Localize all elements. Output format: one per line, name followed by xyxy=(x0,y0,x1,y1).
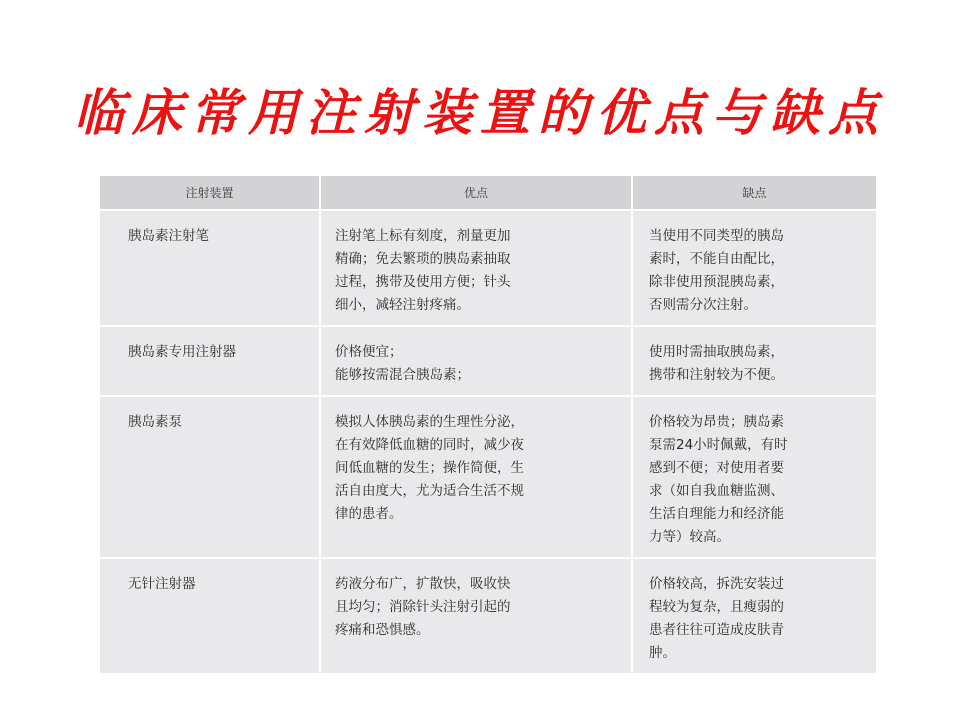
text-line: 价格便宜； xyxy=(335,344,403,360)
comparison-table-container xyxy=(100,176,876,673)
table-header-row xyxy=(100,176,876,210)
text-line: 泵需24小时佩戴，有时 xyxy=(649,437,788,453)
cons-cell xyxy=(632,396,876,558)
text-line: 细小，减轻注射疼痛。 xyxy=(335,297,470,313)
device-name: 胰岛素泵 xyxy=(100,396,320,558)
text-line: 除非使用预混胰岛素， xyxy=(649,274,784,290)
text-line: 素时，不能自由配比， xyxy=(649,251,784,267)
text-line: 能够按需混合胰岛素； xyxy=(335,367,470,383)
table-row xyxy=(100,210,876,326)
text-line: 精确；免去繁琐的胰岛素抽取 xyxy=(335,251,511,267)
text-line: 价格较为昂贵；胰岛素 xyxy=(649,414,784,430)
cons-cell xyxy=(632,558,876,673)
text-line: 程较为复杂，且瘦弱的 xyxy=(649,599,784,615)
table-row xyxy=(100,326,876,396)
pros-cell xyxy=(320,210,632,326)
cons-cell xyxy=(632,326,876,396)
table-row xyxy=(100,396,876,558)
cons-cell xyxy=(632,210,876,326)
text-line: 价格较高，拆洗安装过 xyxy=(649,576,784,592)
text-line: 注射笔上标有刻度，剂量更加 xyxy=(335,228,511,244)
text-line: 间低血糖的发生；操作简便，生 xyxy=(335,460,524,476)
text-line: 律的患者。 xyxy=(335,506,403,522)
text-line: 当使用不同类型的胰岛 xyxy=(649,228,784,244)
text-line: 肿。 xyxy=(649,645,676,661)
header-pros: 优点 xyxy=(320,176,632,210)
text-line: 疼痛和恐惧感。 xyxy=(335,622,430,638)
device-name: 胰岛素注射笔 xyxy=(100,210,320,326)
text-line: 感到不便；对使用者要 xyxy=(649,460,784,476)
text-line: 生活自理能力和经济能 xyxy=(649,506,784,522)
text-line: 活自由度大，尤为适合生活不规 xyxy=(335,483,524,499)
text-line: 且均匀；消除针头注射引起的 xyxy=(335,599,511,615)
text-line: 否则需分次注射。 xyxy=(649,297,757,313)
text-line: 患者往往可造成皮肤青 xyxy=(649,622,784,638)
text-line: 过程，携带及使用方便；针头 xyxy=(335,274,511,290)
header-device: 注射装置 xyxy=(100,176,320,210)
pros-cell xyxy=(320,558,632,673)
text-line: 携带和注射较为不便。 xyxy=(649,367,784,383)
text-line: 在有效降低血糖的同时，减少夜 xyxy=(335,437,524,453)
comparison-table xyxy=(100,176,876,673)
header-cons: 缺点 xyxy=(632,176,876,210)
text-line: 模拟人体胰岛素的生理性分泌， xyxy=(335,414,524,430)
device-name: 无针注射器 xyxy=(100,558,320,673)
pros-cell xyxy=(320,326,632,396)
text-line: 力等）较高。 xyxy=(649,529,730,545)
table-row xyxy=(100,558,876,673)
pros-cell xyxy=(320,396,632,558)
text-line: 药液分布广，扩散快，吸收快 xyxy=(335,576,511,592)
text-line: 求（如自我血糖监测、 xyxy=(649,483,784,499)
slide-title: 临床常用注射装置的优点与缺点 xyxy=(74,83,886,142)
text-line: 使用时需抽取胰岛素， xyxy=(649,344,784,360)
device-name: 胰岛素专用注射器 xyxy=(100,326,320,396)
